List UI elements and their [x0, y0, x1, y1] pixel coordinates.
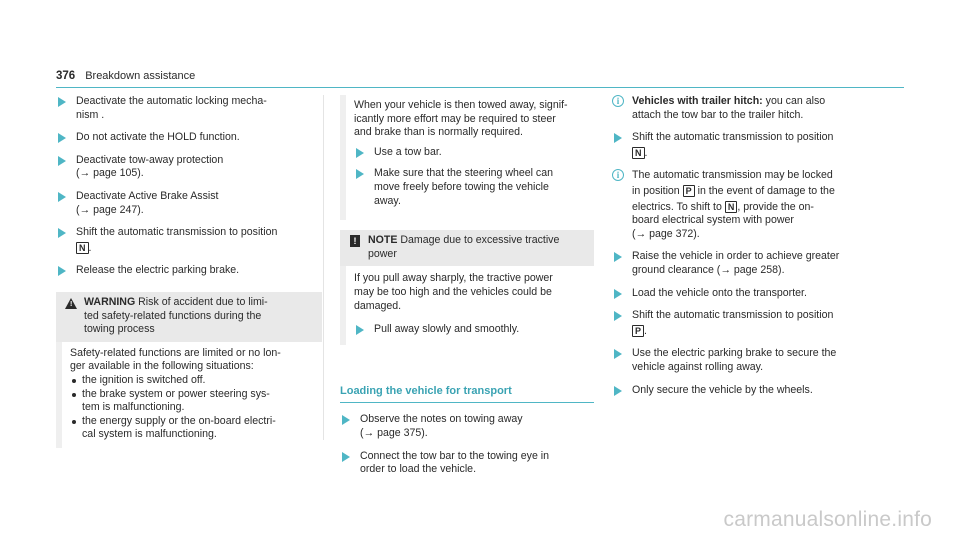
step: [340, 450, 594, 477]
warning-text: and brake than is normally required.: [354, 126, 524, 139]
step-arrow-icon: [342, 452, 350, 462]
note-header: [340, 230, 594, 266]
step: [612, 347, 904, 374]
step-text: Load the vehicle onto the transporter.: [632, 286, 807, 299]
step: Shift the automatic transmission to position N .: [612, 131, 904, 160]
step-text: Raise the vehicle in order to achieve greater: [632, 250, 840, 263]
step-text: Shift the automatic transmission to position: [632, 309, 834, 322]
step-text: order to load the vehicle.: [360, 463, 477, 476]
step: [354, 146, 594, 160]
info-icon: i: [612, 169, 624, 181]
step-arrow-icon: [614, 311, 622, 321]
warning-text: When your vehicle is then towed away, signif-: [354, 99, 568, 111]
step: Shift the automatic transmission to position P .: [612, 309, 904, 338]
note-box: [340, 230, 594, 345]
step: [612, 250, 904, 277]
note-text: Damage due to excessive tractive: [400, 234, 560, 247]
warning-triangle-icon: !: [65, 298, 77, 309]
step-text: Deactivate the automatic locking mecha-: [76, 95, 267, 107]
note-text: damaged.: [354, 299, 402, 312]
step-text: away.: [374, 194, 401, 207]
note-text: may be too high and the vehicles could be: [354, 285, 552, 298]
warning-box: [56, 292, 322, 448]
watermark: carmanualsonline.info: [723, 508, 932, 532]
step: [56, 190, 322, 217]
step-text: Deactivate Active Brake Assist: [76, 189, 219, 202]
step-arrow-icon: [356, 169, 364, 179]
step-arrow-icon: [614, 386, 622, 396]
step-text: Release the electric parking brake.: [76, 264, 240, 277]
step: [56, 226, 322, 255]
step-text: Deactivate tow-away protection: [76, 153, 224, 166]
step-arrow-icon: [614, 252, 622, 262]
gear-n-symbol: N: [725, 201, 738, 213]
step: [612, 384, 904, 398]
step: [612, 287, 904, 301]
page-number: 376: [56, 70, 76, 82]
note-body: [340, 266, 594, 344]
step: [56, 264, 322, 278]
info-text: The automatic transmission may be locked: [632, 169, 833, 182]
note-label: NOTE: [368, 234, 398, 247]
list-item: the brake system or power steering sys- tem is malfunctioning.: [70, 388, 314, 415]
info-text: attach the tow bar to the trailer hitch.: [632, 108, 804, 121]
step-arrow-icon: [58, 97, 66, 107]
step-text: Observe the notes on towing away: [360, 413, 523, 426]
warning-text: Risk of accident due to limi-: [138, 295, 268, 308]
step-arrow-icon: [356, 148, 364, 158]
step-text: nism .: [76, 108, 105, 121]
warning-continuation: [340, 95, 594, 220]
warning-label: WARNING: [84, 295, 136, 308]
step-text: Pull away slowly and smoothly.: [374, 323, 520, 336]
warning-body: [56, 342, 322, 448]
step: [56, 154, 322, 181]
page-header: [56, 70, 195, 86]
gear-n-symbol: N: [632, 147, 645, 159]
step: [340, 413, 594, 440]
step-arrow-icon: [356, 325, 364, 335]
step-text: Make sure that the steering wheel can: [374, 167, 554, 180]
note-exclamation-icon: !: [350, 235, 360, 247]
page-reference-link[interactable]: ground clearance (→ page 258).: [632, 263, 785, 276]
info-label: Vehicles with trailer hitch:: [632, 95, 763, 107]
step-arrow-icon: [58, 266, 66, 276]
page-reference-link[interactable]: (→ page 372).: [632, 227, 700, 240]
list-item: the ignition is switched off.: [70, 374, 314, 388]
step-text: .: [88, 241, 92, 254]
step: [354, 167, 594, 208]
gear-p-symbol: P: [683, 185, 695, 197]
step-arrow-icon: [342, 415, 350, 425]
info-text: board electrical system with power: [632, 214, 794, 227]
column-2: [340, 95, 594, 486]
step-text: Use the electric parking brake to secure the: [632, 347, 837, 360]
step-arrow-icon: [614, 289, 622, 299]
page-reference-link[interactable]: (→ page 105).: [76, 167, 144, 180]
step-arrow-icon: [614, 349, 622, 359]
page-reference-link[interactable]: (→ page 247).: [76, 203, 144, 216]
info-note: i Vehicles with trailer hitch: you can also attach the tow bar to the trailer hitch.: [612, 95, 904, 122]
step: [354, 323, 586, 337]
step-arrow-icon: [58, 228, 66, 238]
step-text: Use a tow bar.: [374, 145, 442, 158]
step-text: move freely before towing the vehicle: [374, 180, 549, 193]
gear-n-symbol: N: [76, 242, 89, 254]
step-text: Do not activate the HOLD function.: [76, 131, 240, 144]
warning-text: Safety-related functions are limited or no lon-: [70, 346, 281, 359]
step-text: Shift the automatic transmission to position: [632, 131, 834, 144]
step-arrow-icon: [58, 133, 66, 143]
step-text: Connect the tow bar to the towing eye in: [360, 449, 550, 462]
section-heading: Loading the vehicle for transport: [340, 385, 594, 404]
step-text: vehicle against rolling away.: [632, 360, 764, 373]
step-text: Shift the automatic transmission to position: [76, 226, 278, 239]
warning-text: towing process: [84, 323, 155, 336]
column-divider: [323, 95, 324, 440]
page-reference-link[interactable]: (→ page 375).: [360, 426, 428, 439]
info-note: i The automatic transmission may be locked in position P in the event of damage to the electrics. To shift to N , provide the on- board electrical system with power (→ page 372).: [612, 169, 904, 241]
step: [56, 95, 322, 122]
warning-text: ted safety-related functions during the: [84, 309, 262, 322]
list-item: the energy supply or the on-board electri- cal system is malfunctioning.: [70, 415, 314, 442]
note-text: power: [368, 247, 397, 260]
header-rule: [56, 87, 904, 88]
section-name: Breakdown assistance: [85, 70, 196, 82]
step: [56, 131, 322, 145]
column-3: [612, 95, 904, 406]
column-1: [56, 95, 322, 448]
warning-text: ger available in the following situations:: [70, 360, 254, 373]
step-text: Only secure the vehicle by the wheels.: [632, 383, 813, 396]
step-arrow-icon: [614, 133, 622, 143]
info-icon: i: [612, 95, 624, 107]
note-text: If you pull away sharply, the tractive power: [354, 272, 553, 285]
step-arrow-icon: [58, 192, 66, 202]
step-arrow-icon: [58, 156, 66, 166]
warning-text: icantly more effort may be required to steer: [354, 112, 556, 125]
warning-header: [56, 292, 322, 342]
gear-p-symbol: P: [632, 325, 644, 337]
